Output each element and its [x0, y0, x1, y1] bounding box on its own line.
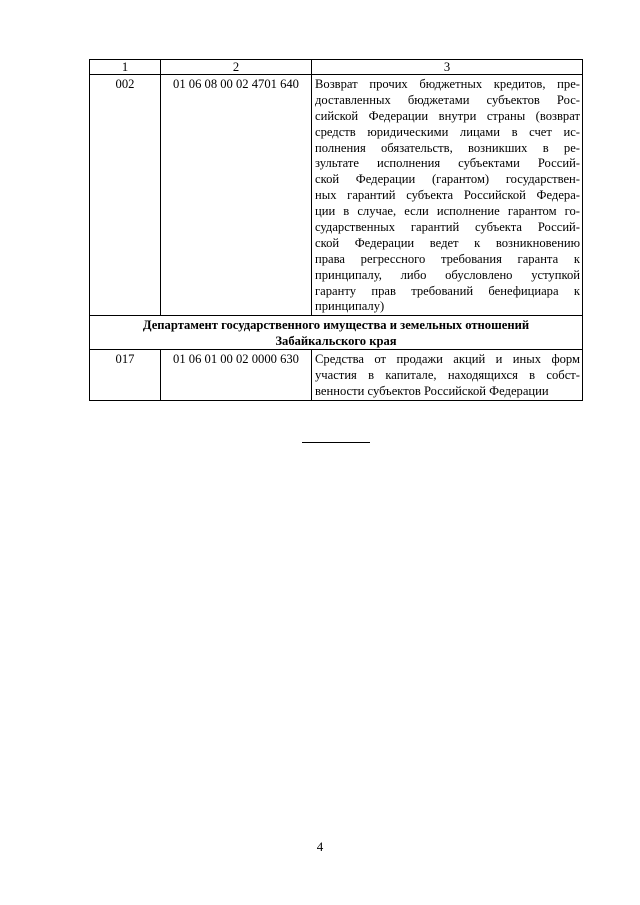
description-cell — [312, 350, 583, 401]
description-line: сийской Федерации внутри страны (возврат — [315, 108, 580, 123]
description-line: ции в случае, если исполнение гарантом го- — [315, 204, 580, 219]
section-title-line: Департамент государственного имущества и земельных отношений — [142, 318, 530, 333]
table-row — [90, 350, 583, 401]
table-row — [90, 75, 583, 316]
column-header-1: 1 — [90, 60, 161, 75]
description-cell — [312, 75, 583, 316]
description-line: полнения обязательств, возникших в ре- — [315, 140, 580, 155]
kbk-code-cell: 01 06 08 00 02 4701 640 — [161, 75, 312, 316]
end-of-document-rule — [302, 442, 370, 443]
page-number: 4 — [316, 839, 324, 854]
description-line: ской Федерации (гарантом) государствен- — [315, 172, 580, 187]
section-header-row — [90, 316, 583, 350]
description-line: венности субъектов Российской Федерации — [315, 384, 549, 399]
description-line: средств юридическими лицами в счет ис- — [315, 124, 580, 139]
description-line: сударственных гарантий субъекта Россий- — [315, 220, 580, 235]
section-title — [90, 316, 583, 350]
admin-code-cell: 017 — [90, 350, 161, 401]
description-line: ных гарантий субъекта Российской Федера- — [315, 188, 580, 203]
column-header-2: 2 — [161, 60, 312, 75]
revenue-sources-table — [89, 59, 583, 401]
admin-code-cell: 002 — [90, 75, 161, 316]
description-line: гаранту прав требований бенефициара к — [315, 283, 580, 298]
table-header-row — [90, 60, 583, 75]
description-line: принципалу) — [315, 299, 385, 314]
description-line: Средства от продажи акций и иных форм — [315, 352, 580, 367]
description-line: ской Федерации ведет к возникновению — [315, 235, 580, 250]
description-line: зультате исполнения субъектами Россий- — [315, 156, 580, 171]
section-title-line: Забайкальского края — [275, 334, 397, 349]
description-line: права регрессного требования гаранта к — [315, 251, 580, 266]
kbk-code-cell: 01 06 01 00 02 0000 630 — [161, 350, 312, 401]
description-line: участия в капитале, находящихся в собст- — [315, 368, 580, 383]
column-header-3: 3 — [312, 60, 583, 75]
description-line: Возврат прочих бюджетных кредитов, пре- — [315, 77, 580, 91]
description-line: принципалу, либо обусловлено уступкой — [315, 267, 580, 282]
description-line: доставленных бюджетами субъектов Рос- — [315, 92, 580, 107]
